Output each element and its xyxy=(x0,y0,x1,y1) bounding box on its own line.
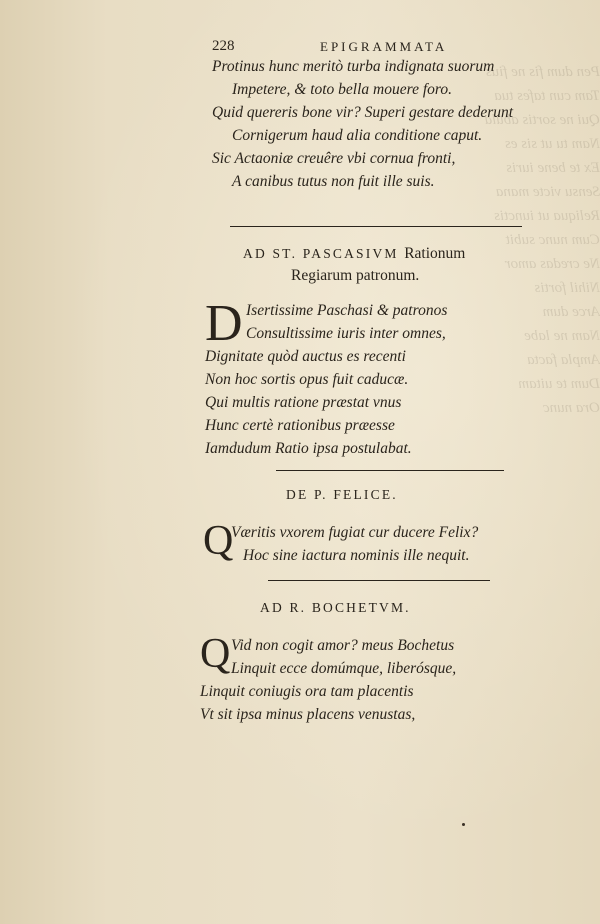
verse-line: Dignitate quòd auctus es recenti xyxy=(205,348,406,365)
verse-line: Consultissime iuris inter omnes, xyxy=(246,325,446,342)
verse-line: Hunc certè rationibus præesse xyxy=(205,417,395,434)
section-divider xyxy=(268,580,490,581)
poem-heading-main: AD ST. PASCASIVM xyxy=(243,246,399,261)
verse-line: Cornigerum haud alia conditione caput. xyxy=(232,127,483,144)
verse-line: A canibus tutus non fuit ille suis. xyxy=(232,173,435,190)
poem-heading xyxy=(243,245,465,263)
verse-line: Linquit coniugis ora tam placentis xyxy=(200,683,414,700)
verse-line: Quid quereris bone vir? Superi gestare dederunt xyxy=(212,104,514,121)
verse-line: Linquit ecce domúmque, liberósque, xyxy=(231,660,457,677)
verse-line: Vt sit ipsa minus placens venustas, xyxy=(200,706,416,723)
page-header xyxy=(212,38,512,58)
verse-line: Non hoc sortis opus fuit caducæ. xyxy=(205,371,409,388)
show-through-text: Pen dum fis ne fius Tam cun tafes tua Qui ne sortis abula Nam tu ut sis es Ex te bene iuris Sensu victe mana Reliqua ut iunctis Cum nunc subit Ne credas amor Nihil fortis Arce dum Nam ne labe Ampla facta Dum te uitam Ora nunc xyxy=(484,64,600,416)
poem-heading: DE P. FELICE. xyxy=(286,487,398,502)
section-divider xyxy=(230,226,522,227)
ink-speck xyxy=(462,823,465,826)
verse-line: Sic Actaoniæ creuêre vbi cornua fronti, xyxy=(212,150,456,167)
drop-cap-initial: Q xyxy=(203,518,234,564)
verse-line: Qui multis ratione præstat vnus xyxy=(205,394,402,411)
poem-heading-line2: Regiarum patronum. xyxy=(291,267,420,284)
verse-line: Protinus hunc meritò turba indignata suorum xyxy=(212,58,495,75)
verse-line: Isertissime Paschasi & patronos xyxy=(246,302,448,319)
verse-line: Impetere, & toto bella mouere foro. xyxy=(232,81,452,98)
drop-cap-initial: D xyxy=(205,295,243,352)
verse-line: Vid non cogit amor? meus Bochetus xyxy=(231,637,455,654)
running-title: EPIGRAMMATA xyxy=(320,39,448,54)
verse-line: Væritis vxorem fugiat cur ducere Felix? xyxy=(231,524,479,541)
poem-heading-rest: Rationum xyxy=(404,245,466,262)
drop-cap-initial: Q xyxy=(200,631,231,677)
section-divider xyxy=(276,470,504,471)
verse-line: Hoc sine iactura nominis ille nequit. xyxy=(243,547,470,564)
poem-heading: AD R. BOCHETVM. xyxy=(260,600,411,615)
verse-line: Iamdudum Ratio ipsa postulabat. xyxy=(205,440,412,457)
page-number: 228 xyxy=(212,38,235,54)
